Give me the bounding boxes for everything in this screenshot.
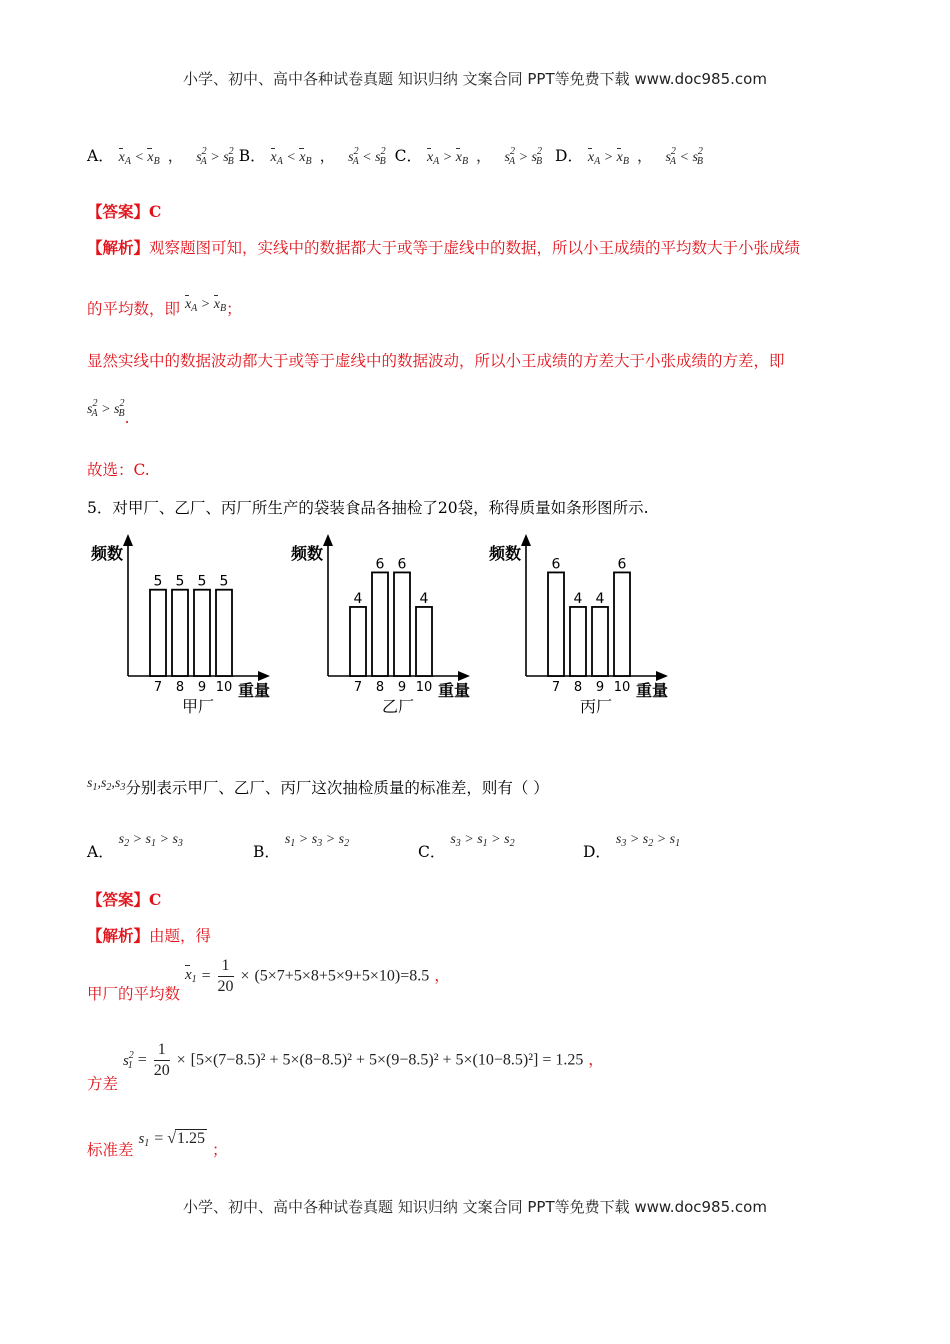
- x-axis-label: 重量: [438, 681, 471, 700]
- q5-variance-line: 方差 $s^2_1$ = $\frac{1}{20}$ × [5×(7−8.5)² + 5×(8−8.5)² + 5×(9−8.5)² + 5×(10−8.5)²] = 1.25 ，: [87, 1041, 604, 1093]
- q4-option-a[interactable]: A． $x_A < x_B$ ， $s^2_A > s^2_B$: [87, 146, 234, 167]
- q5-bar-charts: [80, 530, 720, 730]
- tick-label: 8: [175, 680, 185, 695]
- data-label: 4: [573, 590, 583, 607]
- bar: [372, 572, 388, 676]
- tick-label: 10: [215, 680, 233, 695]
- q4-option-b[interactable]: B． $x_A < x_B$ ， $s^2_A < s^2_B$: [238, 146, 386, 167]
- chart-1: [91, 534, 270, 716]
- page-header: 小学、初中、高中各种试卷真题 知识归纳 文案合同 PPT等免费下载 www.doc985.com: [183, 70, 767, 88]
- bar: [570, 607, 586, 676]
- chart-title: 丙厂: [579, 697, 613, 716]
- tick-label: 7: [551, 680, 561, 695]
- x-axis-arrow: [656, 671, 668, 681]
- q5-variance-expression: [5×(7−8.5)² + 5×(8−8.5)² + 5×(9−8.5)² + 5×(10−8.5)²] = 1.25: [190, 1051, 584, 1069]
- bar: [548, 572, 564, 676]
- bar: [216, 590, 232, 676]
- bar: [394, 572, 410, 676]
- data-label: 6: [397, 556, 407, 573]
- tick-label: 9: [595, 680, 605, 695]
- x-axis-label: 重量: [238, 681, 271, 700]
- q5-option-c[interactable]: C． $s_3 > s_1 > s_2$: [418, 832, 515, 861]
- bar: [194, 590, 210, 676]
- chart-2: [291, 534, 470, 716]
- q4-analysis-line2: 的平均数，即 $x_A > x_B$；: [87, 297, 242, 318]
- tick-label: 9: [397, 680, 407, 695]
- y-axis-arrow: [521, 534, 531, 546]
- q5-stem2: $s_1,s_2,s_3$分别表示甲厂、乙厂、丙厂这次抽检质量的标准差，则有（ ）: [87, 776, 549, 797]
- y-axis-arrow: [323, 534, 333, 546]
- chart-3: [489, 534, 668, 716]
- data-label: 6: [375, 556, 385, 573]
- q5-option-a[interactable]: A． $s_2 > s_1 > s_3$: [87, 832, 183, 861]
- q5-analysis-intro: 【解析】由题，得: [87, 926, 212, 945]
- q4-option-d[interactable]: D． $x_A > x_B$ ， $s^2_A < s^2_B$: [555, 146, 704, 167]
- q4-var-compare: $s^2_A > s^2_B$.: [87, 398, 130, 427]
- data-label: 4: [595, 590, 605, 607]
- tick-label: 7: [153, 680, 163, 695]
- x-axis-arrow: [458, 671, 470, 681]
- q5-mean-expression: (5×7+5×8+5×9+5×10)=8.5: [254, 967, 430, 985]
- data-label: 6: [617, 556, 627, 573]
- y-axis-label: 频数: [91, 544, 124, 563]
- q5-s-symbols: $s_1,s_2,s_3$: [87, 776, 126, 793]
- tick-label: 8: [375, 680, 385, 695]
- chart-title: 乙厂: [381, 697, 415, 716]
- page-footer: 小学、初中、高中各种试卷真题 知识归纳 文案合同 PPT等免费下载 www.doc985.com: [183, 1198, 767, 1216]
- bar: [592, 607, 608, 676]
- q5-option-b[interactable]: B． $s_1 > s_3 > s_2$: [253, 832, 350, 861]
- q4-answer: 【答案】C: [87, 202, 162, 221]
- y-axis-label: 频数: [489, 544, 522, 563]
- q4-option-c[interactable]: C． $x_A > x_B$ ， $s^2_A > s^2_B$: [394, 146, 543, 167]
- data-label: 4: [353, 590, 363, 607]
- chart-title: 甲厂: [181, 697, 215, 716]
- q4-analysis-line1: 【解析】观察题图可知，实线中的数据都大于或等于虚线中的数据，所以小王成绩的平均数大于小张成绩: [87, 238, 801, 257]
- bar: [614, 572, 630, 676]
- y-axis-label: 频数: [291, 544, 324, 563]
- bar: [416, 607, 432, 676]
- tick-label: 10: [613, 680, 631, 695]
- x-axis-arrow: [258, 671, 270, 681]
- data-label: 5: [153, 573, 163, 590]
- q5-std-value: 1.25: [177, 1130, 206, 1147]
- data-label: 6: [551, 556, 561, 573]
- tick-label: 7: [353, 680, 363, 695]
- q4-mean-compare: $x_A > x_B$: [184, 297, 227, 314]
- q5-std-line: 标准差 $s_1 = √1.25$ ；: [87, 1130, 228, 1159]
- q4-option-a-mean: $x_A < x_B$: [118, 150, 160, 167]
- data-label: 5: [219, 573, 229, 590]
- q4-options: [87, 144, 703, 167]
- q5-answer: 【答案】C: [87, 890, 162, 909]
- data-label: 5: [175, 573, 185, 590]
- tick-label: 8: [573, 680, 583, 695]
- bar: [150, 590, 166, 676]
- q5-stem: 5．对甲厂、乙厂、丙厂所生产的袋装食品各抽检了20袋，称得质量如条形图所示.: [87, 499, 649, 517]
- q5-mean-line: 甲厂的平均数 $x_1$ = $\frac{1}{20}$ × (5×7+5×8+5×9+5×10)=8.5 ，: [87, 957, 450, 1003]
- tick-label: 9: [197, 680, 207, 695]
- bar: [350, 607, 366, 676]
- q4-conclusion: 故选：C.: [87, 461, 150, 479]
- q4-option-a-var: $s^2_A > s^2_B$: [196, 146, 234, 167]
- data-label: 5: [197, 573, 207, 590]
- bar: [172, 590, 188, 676]
- data-label: 4: [419, 590, 429, 607]
- tick-label: 10: [415, 680, 433, 695]
- q5-options: [87, 826, 887, 866]
- x-axis-label: 重量: [636, 681, 669, 700]
- q5-option-d[interactable]: D． $s_3 > s_2 > s_1$: [583, 832, 681, 861]
- y-axis-arrow: [123, 534, 133, 546]
- q4-analysis-line3: 显然实线中的数据波动都大于或等于虚线中的数据波动，所以小王成绩的方差大于小张成绩的方差，即: [87, 352, 785, 370]
